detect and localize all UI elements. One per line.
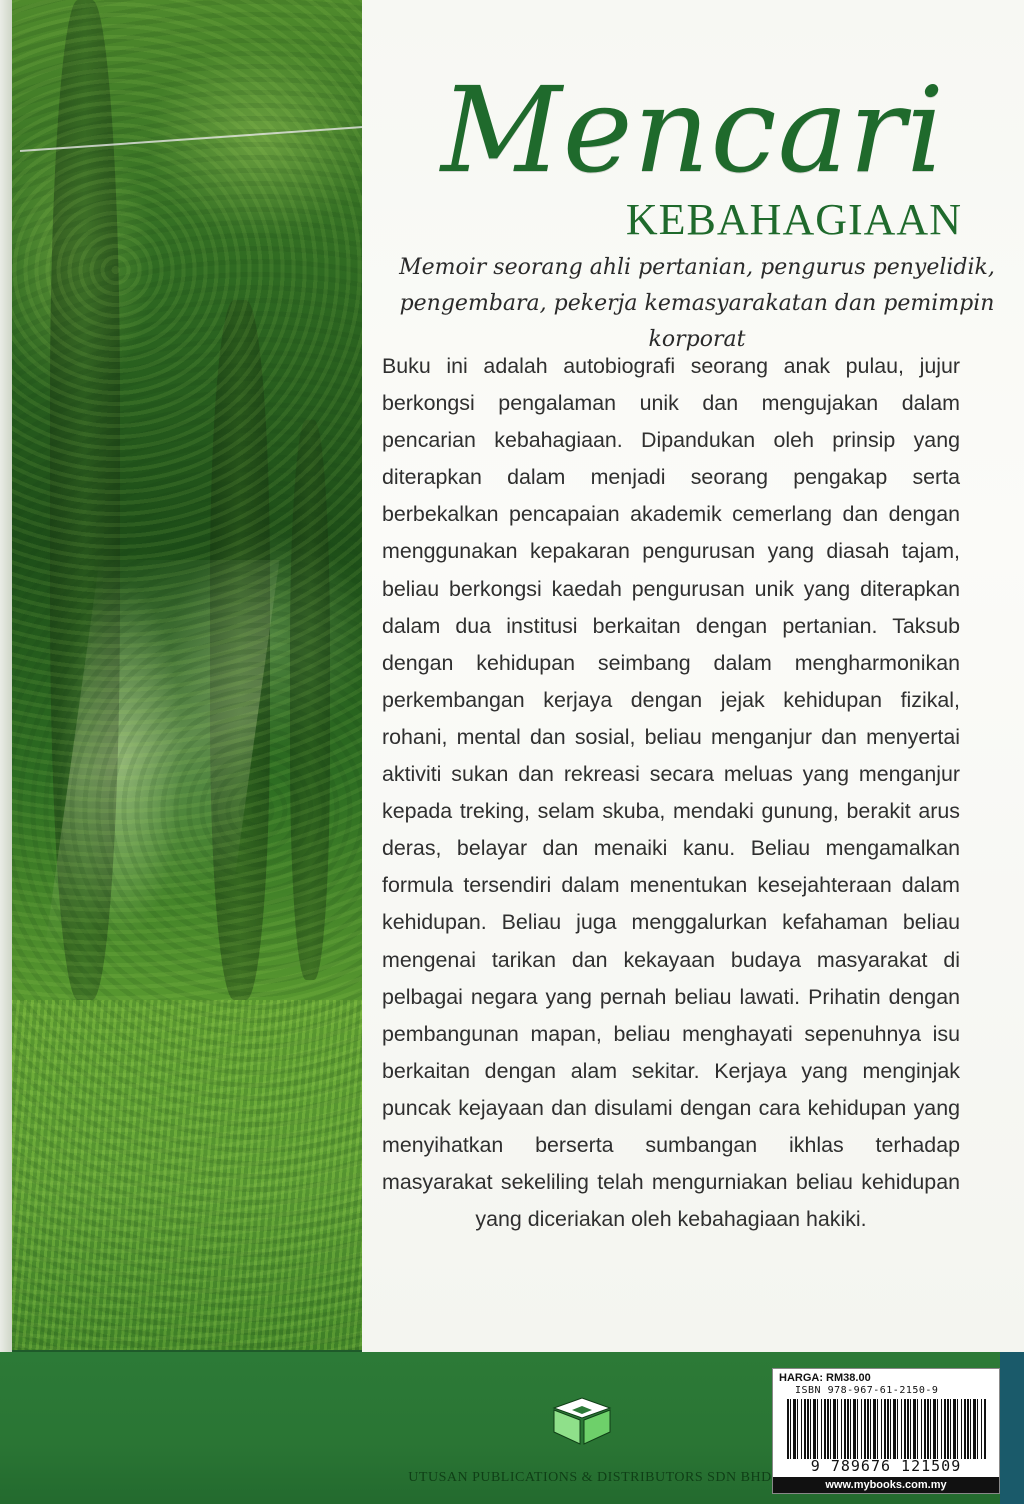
subtitle-line-2: pengembara, pekerja kemasyarakatan dan pemimpin korporat [399, 291, 995, 352]
foliage-texture [10, 0, 362, 1350]
spine-edge [0, 0, 12, 1352]
price-sticker [772, 1368, 1000, 1494]
text-panel [362, 0, 1024, 1352]
forest-photo [10, 0, 362, 1350]
publisher-name: UTUSAN PUBLICATIONS & DISTRIBUTORS SDN BHD [408, 1470, 772, 1485]
barcode-number: 9 789676 121509 [810, 1457, 962, 1475]
subtitle [392, 250, 1002, 358]
website-label: www.mybooks.com.my [773, 1477, 999, 1493]
title-script: Mencari [440, 61, 946, 199]
price-label: HARGA: RM38.00 [779, 1372, 871, 1384]
blurb-paragraph: Buku ini adalah autobiografi seorang anak pulau, jujur berkongsi pengalaman unik dan mengujakan dalam pencarian kebahagiaan. Dipandukan oleh prinsip yang diterapkan dalam menjadi seorang pengakap serta berbekalkan pencapaian akademik cemerlang dan dengan menggunakan kepakaran pengurusan yang diasah tajam, beliau berkongsi kaedah pengurusan unik yang diterapkan dalam dua institusi berkaitan dengan pertanian. Taksub dengan kehidupan seimbang dalam mengharmonikan perkembangan kerjaya dengan jejak kehidupan fizikal, rohani, mental dan sosial, beliau menganjur dan menyertai aktiviti sukan dan rekreasi secara meluas yang menganjur kepada treking, selam skuba, mendaki gunung, berakit arus deras, belayar dan menaiki kanu. Beliau mengamalkan formula tersendiri dalam menentukan kesejahteraan dalam kehidupan. Beliau juga menggalurkan kefahaman beliau mengenai tarikan dan kekayaan budaya masyarakat di pelbagai negara yang pernah beliau lawati. Prihatin dengan pembangunan mapan, beliau menghayati sepenuhnya isu berkaitan dengan alam sekitar. Kerjaya yang menginjak puncak kejayaan dan disulami dengan cara kehidupan yang menyihatkan berserta sumbangan ikhlas terhadap masyarakat sekeliling telah mengurniakan beliau kehidupan yang diceriakan oleh kebahagiaan hakiki. [382, 354, 960, 1232]
title-caps: KEBAHAGIAAN [625, 195, 962, 244]
band-edge [1000, 1352, 1024, 1504]
barcode [787, 1399, 987, 1459]
subtitle-line-1: Memoir seorang ahli pertanian, pengurus penyelidik, [399, 255, 995, 280]
book-cube-icon [548, 1396, 616, 1446]
isbn-label: ISBN 978-967-61-2150-9 [795, 1385, 939, 1396]
